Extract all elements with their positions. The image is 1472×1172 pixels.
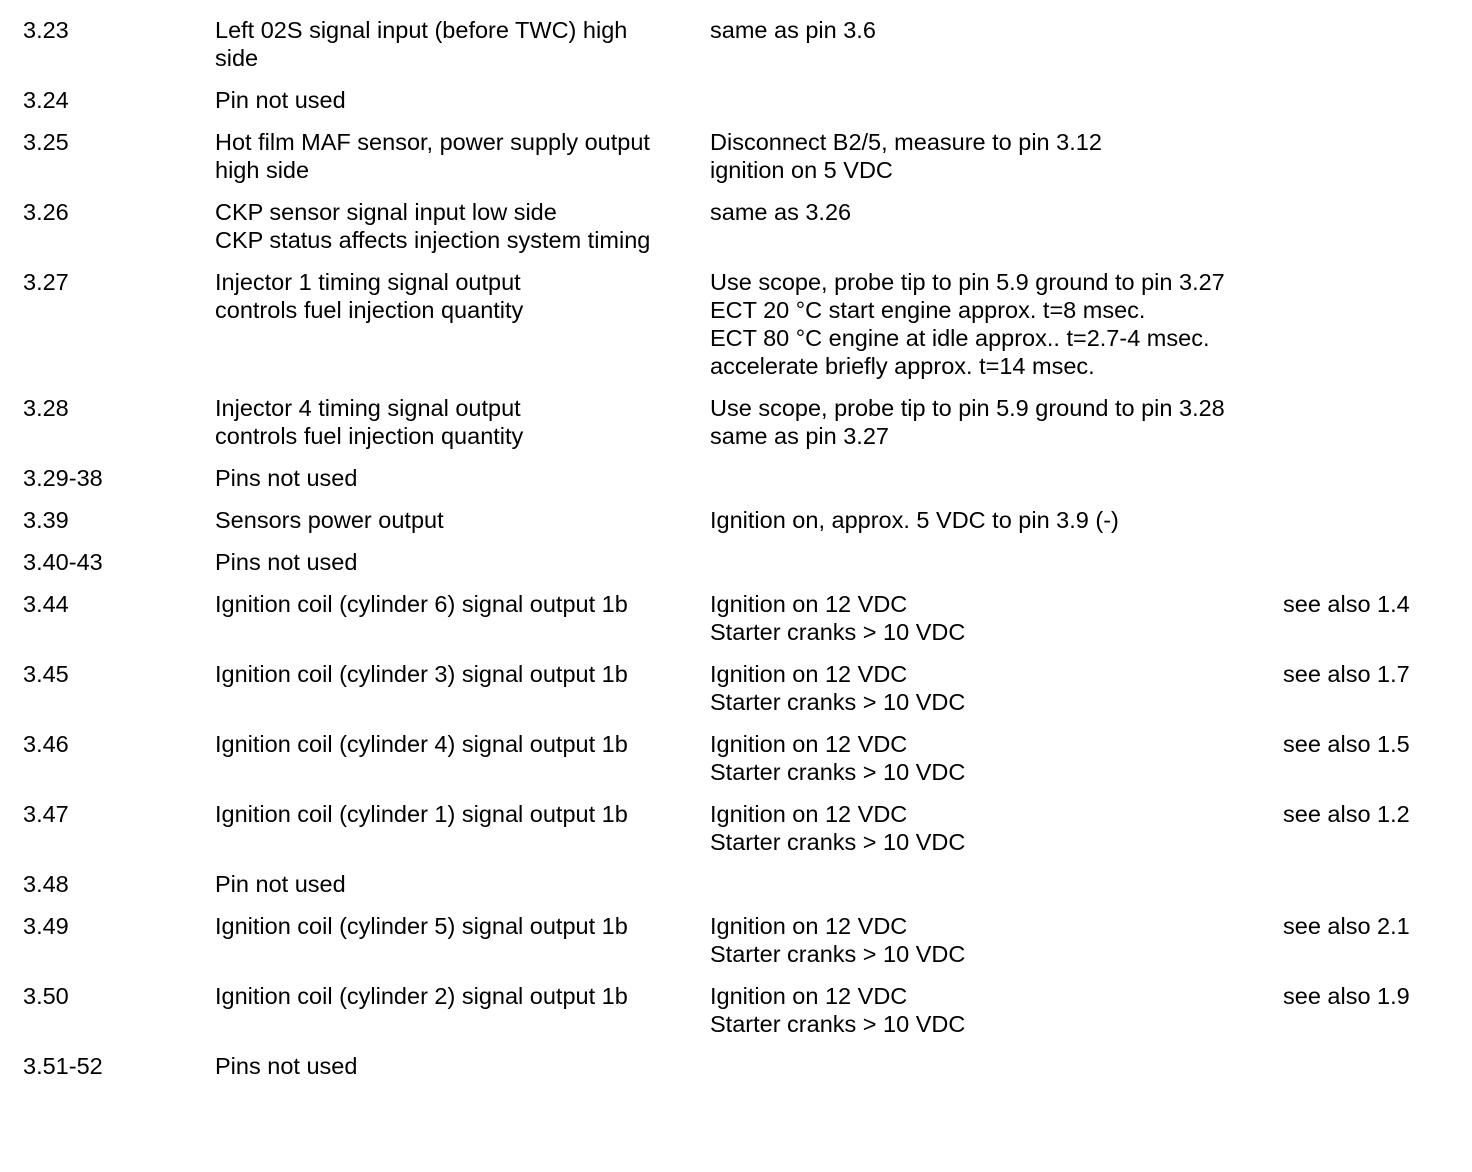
table-row — [23, 464, 1453, 506]
test-procedure: same as pin 3.6 — [710, 17, 876, 43]
pin-table — [23, 16, 1453, 1094]
pin-description: Ignition coil (cylinder 4) signal output 1b — [215, 731, 628, 757]
table-row — [23, 86, 1453, 128]
test-procedure: Ignition on 12 VDC Starter cranks > 10 VDC — [710, 661, 966, 715]
cross-reference: see also 1.4 — [1283, 591, 1410, 617]
pin-description: Sensors power output — [215, 507, 444, 533]
pin-number: 3.28 — [23, 395, 69, 421]
test-procedure: Disconnect B2/5, measure to pin 3.12 ignition on 5 VDC — [710, 129, 1102, 183]
pin-number: 3.46 — [23, 731, 69, 757]
test-procedure: Ignition on 12 VDC Starter cranks > 10 VDC — [710, 731, 966, 785]
pin-number: 3.45 — [23, 661, 69, 687]
test-procedure: Ignition on, approx. 5 VDC to pin 3.9 (-) — [710, 507, 1119, 533]
table-row — [23, 982, 1453, 1052]
pin-description: Injector 4 timing signal output controls fuel injection quantity — [215, 395, 524, 449]
pin-number: 3.40-43 — [23, 549, 103, 575]
test-procedure: Use scope, probe tip to pin 5.9 ground to pin 3.27 ECT 20 °C start engine approx. t=8 msec. ECT 80 °C engine at idle approx.. t=2.7-4 msec. accelerate briefly approx. t=14 msec. — [710, 269, 1225, 379]
cross-reference: see also 1.7 — [1283, 661, 1410, 687]
pin-description: Ignition coil (cylinder 2) signal output 1b — [215, 983, 628, 1009]
pin-description: Ignition coil (cylinder 1) signal output 1b — [215, 801, 628, 827]
pin-number: 3.50 — [23, 983, 69, 1009]
pin-number: 3.44 — [23, 591, 69, 617]
pin-description: Injector 1 timing signal output controls fuel injection quantity — [215, 269, 524, 323]
pin-description: Pins not used — [215, 1053, 358, 1079]
pin-description: CKP sensor signal input low side CKP status affects injection system timing — [215, 199, 651, 253]
cross-reference: see also 1.5 — [1283, 731, 1410, 757]
pin-number: 3.51-52 — [23, 1053, 103, 1079]
pin-number: 3.29-38 — [23, 465, 103, 491]
table-row — [23, 16, 1453, 86]
pin-number: 3.39 — [23, 507, 69, 533]
table-row — [23, 590, 1453, 660]
pin-description: Pins not used — [215, 549, 358, 575]
test-procedure: Ignition on 12 VDC Starter cranks > 10 VDC — [710, 801, 966, 855]
pin-description: Ignition coil (cylinder 3) signal output 1b — [215, 661, 628, 687]
table-row — [23, 394, 1453, 464]
pin-description: Pin not used — [215, 871, 346, 897]
pin-description: Ignition coil (cylinder 6) signal output 1b — [215, 591, 628, 617]
table-row — [23, 268, 1453, 394]
table-row — [23, 730, 1453, 800]
table-row — [23, 1052, 1453, 1094]
table-row — [23, 800, 1453, 870]
table-row — [23, 506, 1453, 548]
pin-description: Pin not used — [215, 87, 346, 113]
pin-number: 3.48 — [23, 871, 69, 897]
pin-number: 3.25 — [23, 129, 69, 155]
table-row — [23, 870, 1453, 912]
table-row — [23, 660, 1453, 730]
test-procedure: Ignition on 12 VDC Starter cranks > 10 VDC — [710, 591, 966, 645]
pin-number: 3.47 — [23, 801, 69, 827]
pin-number: 3.27 — [23, 269, 69, 295]
table-row — [23, 198, 1453, 268]
pin-number: 3.23 — [23, 17, 69, 43]
cross-reference: see also 1.2 — [1283, 801, 1410, 827]
test-procedure: Ignition on 12 VDC Starter cranks > 10 VDC — [710, 913, 966, 967]
test-procedure: same as 3.26 — [710, 199, 852, 225]
test-procedure: Use scope, probe tip to pin 5.9 ground to pin 3.28 same as pin 3.27 — [710, 395, 1225, 449]
pin-number: 3.26 — [23, 199, 69, 225]
pin-description: Left 02S signal input (before TWC) high side — [215, 17, 628, 71]
pin-number: 3.24 — [23, 87, 69, 113]
table-row — [23, 548, 1453, 590]
table-row — [23, 912, 1453, 982]
table-row — [23, 128, 1453, 198]
pin-description: Hot film MAF sensor, power supply output high side — [215, 129, 650, 183]
cross-reference: see also 1.9 — [1283, 983, 1410, 1009]
cross-reference: see also 2.1 — [1283, 913, 1410, 939]
test-procedure: Ignition on 12 VDC Starter cranks > 10 VDC — [710, 983, 966, 1037]
pin-description: Ignition coil (cylinder 5) signal output 1b — [215, 913, 628, 939]
pin-description: Pins not used — [215, 465, 358, 491]
pin-number: 3.49 — [23, 913, 69, 939]
